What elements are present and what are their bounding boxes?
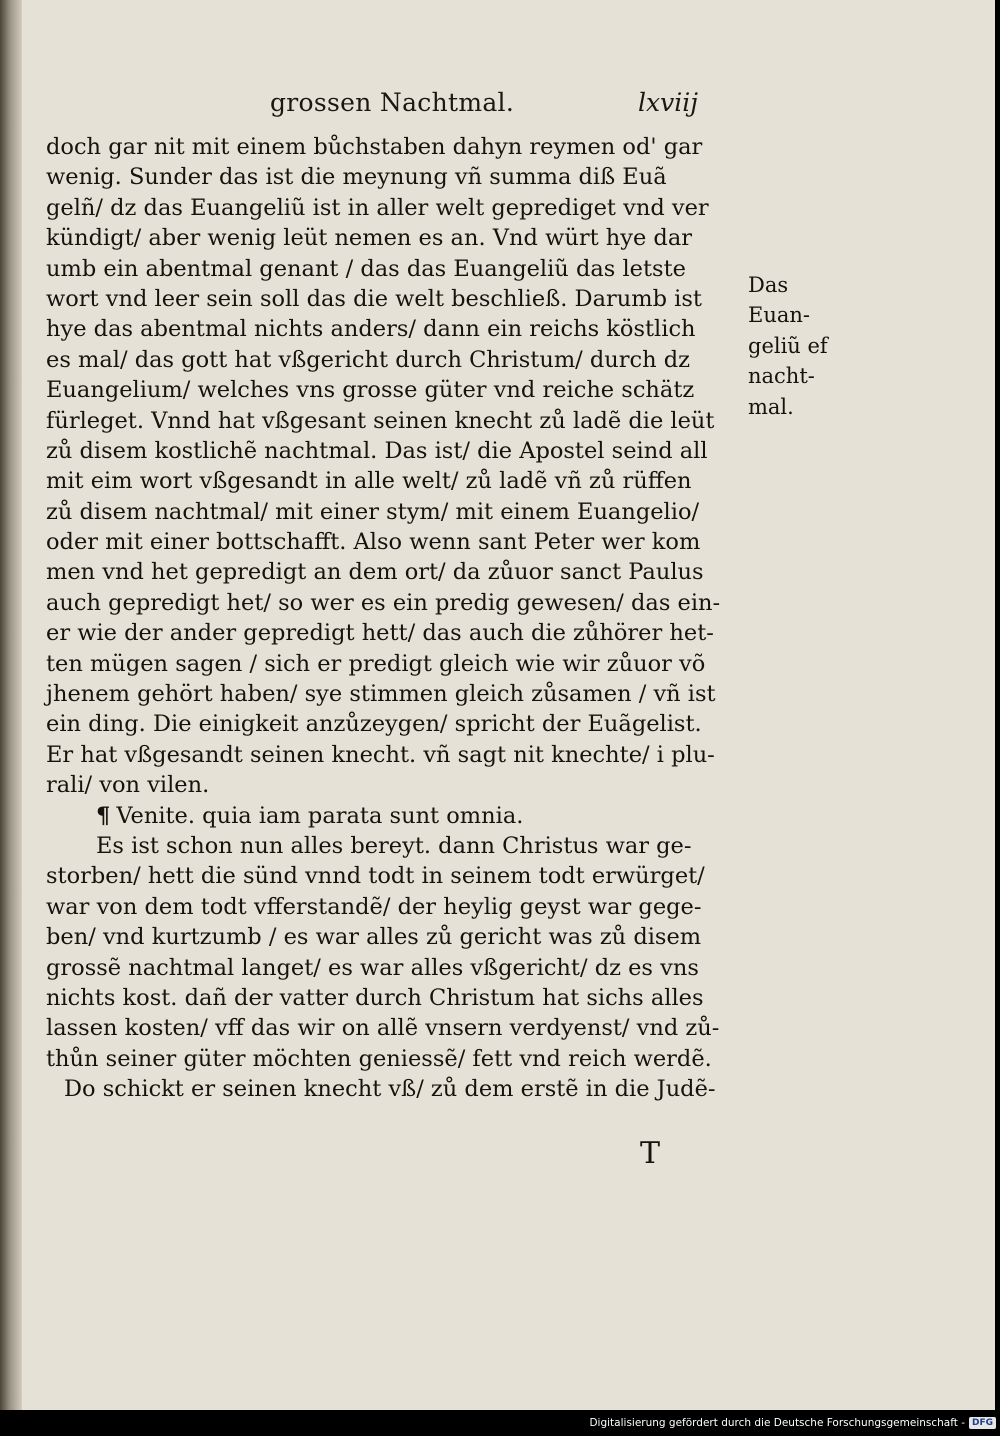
text-line: wenig. Sunder das ist die meynung vñ summa diß Euã <box>46 164 667 191</box>
text-line: ein ding. Die einigkeit anzůzeygen/ spricht der Euãgelist. <box>46 711 702 738</box>
text-line: thůn seiner güter möchten geniessẽ/ fett vnd reich werdẽ. <box>46 1045 712 1072</box>
text-line: Es ist schon nun alles bereyt. dann Christus war ge- <box>96 832 692 859</box>
text-line: wort vnd leer sein soll das die welt beschließ. Darumb ist <box>46 285 702 312</box>
text-line: storben/ hett die sünd vnnd todt in seinem todt erwürget/ <box>46 863 705 890</box>
text-line: jhenem gehört haben/ sye stimmen gleich zůsamen / vñ ist <box>46 681 716 708</box>
text-line: Er hat vßgesandt seinen knecht. vñ sagt nit knechte/ i plu- <box>46 741 715 768</box>
marginal-line: mal. <box>748 394 794 419</box>
text-line: Do schickt er seinen knecht vß/ zů dem erstẽ in die Judẽ- <box>64 1076 716 1103</box>
marginal-note <box>748 270 848 422</box>
pilcrow-icon: ¶ <box>96 802 111 829</box>
text-line: ben/ vnd kurtzumb / es war alles zů gericht was zů disem <box>46 924 702 951</box>
marginal-line: nacht- <box>748 364 815 389</box>
text-line: oder mit einer bottschafft. Also wenn sant Peter wer kom <box>46 529 701 556</box>
text-line: mit eim wort vßgesandt in alle welt/ zů ladẽ vñ zů rüffen <box>46 468 692 495</box>
text-line: rali/ von vilen. <box>46 772 210 799</box>
text-line: ten mügen sagen / sich er predigt gleich wie wir zůuor võ <box>46 650 706 677</box>
text-line: er wie der ander gepredigt hett/ das auch die zůhörer het- <box>46 620 714 647</box>
text-line: umb ein abentmal genant / das das Euangeliũ das letste <box>46 255 686 282</box>
marginal-line: geliũ ef <box>748 333 828 358</box>
text-line: fürleget. Vnnd hat vßgesant seinen knecht zů ladẽ die leüt <box>46 407 715 434</box>
text-line: hye das abentmal nichts anders/ dann ein reichs köstlich <box>46 316 696 343</box>
rubric-line <box>46 801 766 831</box>
text-line: grossẽ nachtmal langet/ es war alles vßgericht/ dz es vns <box>46 954 699 981</box>
marginal-line: Euan- <box>748 303 810 328</box>
main-text-block <box>46 132 766 1105</box>
running-head: grossen Nachtmal. <box>270 88 515 117</box>
text-line: lassen kosten/ vff das wir on allẽ vnsern verdyenst/ vnd zů- <box>46 1015 720 1042</box>
text-line: Euangelium/ welches vns grosse güter vnd reiche schätz <box>46 377 695 404</box>
digitization-credit <box>589 1417 996 1429</box>
text-line: zů disem kostlichẽ nachtmal. Das ist/ die Apostel seind all <box>46 437 708 464</box>
text-line: doch gar nit mit einem bůchstaben dahyn reymen od' gar <box>46 134 703 160</box>
marginal-line: Das <box>748 273 789 297</box>
credit-text: Digitalisierung gefördert durch die Deutsche Forschungsgemeinschaft - <box>589 1417 965 1429</box>
page-gutter-shadow <box>0 0 22 1410</box>
text-line: nichts kost. dañ der vatter durch Christum hat sichs alles <box>46 984 704 1011</box>
text-line: war von dem todt vfferstandẽ/ der heylig geyst war gege- <box>46 893 702 920</box>
rubric-text: Venite. quia iam parata sunt omnia. <box>116 802 524 829</box>
text-line: es mal/ das gott hat vßgericht durch Christum/ durch dz <box>46 346 691 373</box>
text-line: gelñ/ dz das Euangeliũ ist in aller welt geprediget vnd ver <box>46 194 709 221</box>
dfg-logo-icon: DFG <box>969 1417 996 1429</box>
catchword: T <box>640 1136 661 1171</box>
text-line: kündigt/ aber wenig leüt nemen es an. Vnd würt hye dar <box>46 225 693 252</box>
text-line: zů disem nachtmal/ mit einer stym/ mit einem Euangelio/ <box>46 498 700 525</box>
text-line: auch gepredigt het/ so wer es ein predig gewesen/ das ein- <box>46 589 721 616</box>
folio-number: lxviij <box>638 88 698 117</box>
text-line: men vnd het gepredigt an dem ort/ da zůuor sanct Paulus <box>46 559 704 586</box>
